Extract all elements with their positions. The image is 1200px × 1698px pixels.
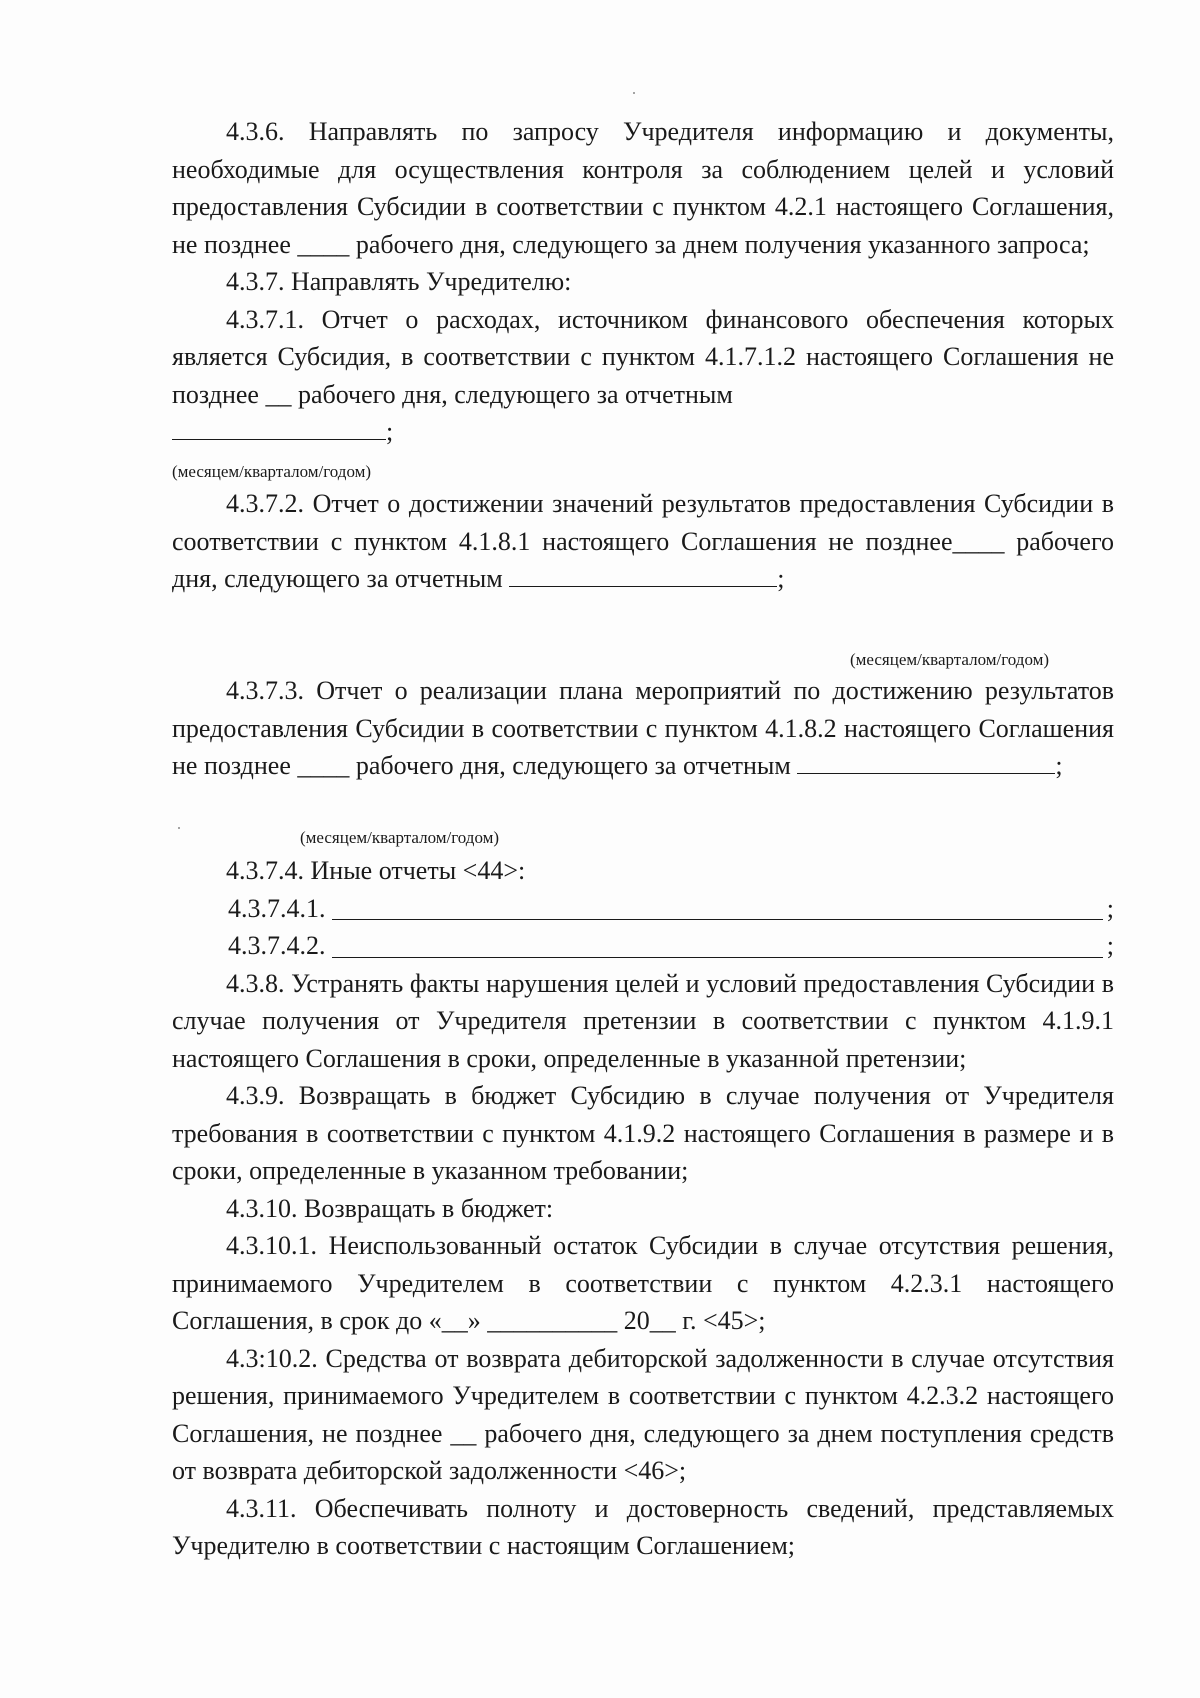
caption-period-2: (месяцем/кварталом/годом) xyxy=(850,650,1050,669)
period-blank xyxy=(797,751,1055,774)
paragraph-4-3-7-1: 4.3.7.1. Отчет о расходах, источником финансового обеспечения которых является Субсидия, в соответствии с пунктом 4.1.7.1.2 настоящего Соглашения не позднее __ рабочего дня, следующего за отчетным xyxy=(172,304,1114,409)
scan-speck xyxy=(633,92,635,94)
caption-period-3: (месяцем/кварталом/годом) xyxy=(300,828,500,847)
period-blank xyxy=(509,564,777,587)
paragraph-4-3-7-1-end: ; xyxy=(386,417,394,446)
paragraph-4-3-7-3-end: ; xyxy=(1055,751,1063,780)
paragraph-4-3-10-2: 4.3:10.2. Средства от возврата дебиторской задолженности в случае отсутствия решения, принимаемого Учредителем в соответствии с пунктом 4.2.3.2 настоящего Соглашения, не позднее __ рабочего дня, следующего за днем поступления средств от возврата дебиторской задолженности <46>; xyxy=(172,1343,1114,1485)
item-number: 4.3.7.4.1. xyxy=(228,893,326,923)
paragraph-4-3-7-4-2 xyxy=(172,927,1114,965)
item-end: ; xyxy=(1106,893,1114,923)
item-number: 4.3.7.4.2. xyxy=(228,931,326,960)
paragraph-4-3-7-2-text: 4.3.7.2. Отчет о достижении значений результатов предоставления Субсидии в соответствии с пунктом 4.1.8.1 настоящего Соглашения не позднее____ рабочего дня, следующего за отчетным xyxy=(172,489,1114,593)
paragraph-4-3-7-2 xyxy=(172,485,1114,598)
paragraph-4-3-10-1: 4.3.10.1. Неиспользованный остаток Субсидии в случае отсутствия решения, принимаемого Учредителем в соответствии с пунктом 4.2.3.1 настоящего Соглашения, в срок до «__» __________ 20__ г. <45>; xyxy=(172,1231,1114,1335)
paragraph-4-3-7-3 xyxy=(172,672,1114,785)
fill-line xyxy=(332,931,1103,958)
text-block-bottom xyxy=(172,852,1114,1565)
text-block-4-3-7-2 xyxy=(172,485,1114,598)
paragraph-4-3-11: 4.3.11. Обеспечивать полноту и достоверность сведений, представляемых Учредителю в соответствии с настоящим Соглашением; xyxy=(172,1493,1114,1560)
paragraph-4-3-7-1-blank-line xyxy=(172,413,1114,451)
paragraph-4-3-7-2-end: ; xyxy=(777,564,785,593)
paragraph-4-3-7-4: 4.3.7.4. Иные отчеты <44>: xyxy=(226,856,526,885)
paragraph-4-3-10: 4.3.10. Возвращать в бюджет: xyxy=(226,1193,554,1223)
caption-period-1: (месяцем/кварталом/годом) xyxy=(172,462,372,481)
paragraph-4-3-7: 4.3.7. Направлять Учредителю: xyxy=(226,267,572,296)
period-blank xyxy=(172,417,386,440)
text-block-top xyxy=(172,113,1114,451)
item-end: ; xyxy=(1106,931,1114,960)
paragraph-4-3-8: 4.3.8. Устранять факты нарушения целей и условий предоставления Субсидии в случае получения от Учредителя претензии в соответствии с пунктом 4.1.9.1 настоящего Соглашения в сроки, определенные в указанной претензии; xyxy=(172,968,1114,1073)
paragraph-4-3-7-4-1 xyxy=(172,890,1114,928)
paragraph-4-3-6: 4.3.6. Направлять по запросу Учредителя информацию и документы, необходимые для осуществления контроля за соблюдением целей и условий предоставления Субсидии в соответствии с пунктом 4.2.1 настоящего Соглашения, не позднее ____ рабочего дня, следующего за днем получения указанного запроса; xyxy=(172,117,1114,259)
text-block-4-3-7-3 xyxy=(172,672,1114,785)
paragraph-4-3-9: 4.3.9. Возвращать в бюджет Субсидию в случае получения от Учредителя требования в соответствии с пунктом 4.1.9.2 настоящего Соглашения в размере и в сроки, определенные в указанном требовании; xyxy=(172,1081,1114,1185)
scan-speck xyxy=(178,827,180,829)
fill-line xyxy=(332,893,1103,920)
paragraph-4-3-7-3-text: 4.3.7.3. Отчет о реализации плана мероприятий по достижению результатов предоставления Субсидии в соответствии с пунктом 4.1.8.2 настоящего Соглашения не позднее ____ рабочего дня, следующего за отчетным xyxy=(172,676,1114,780)
